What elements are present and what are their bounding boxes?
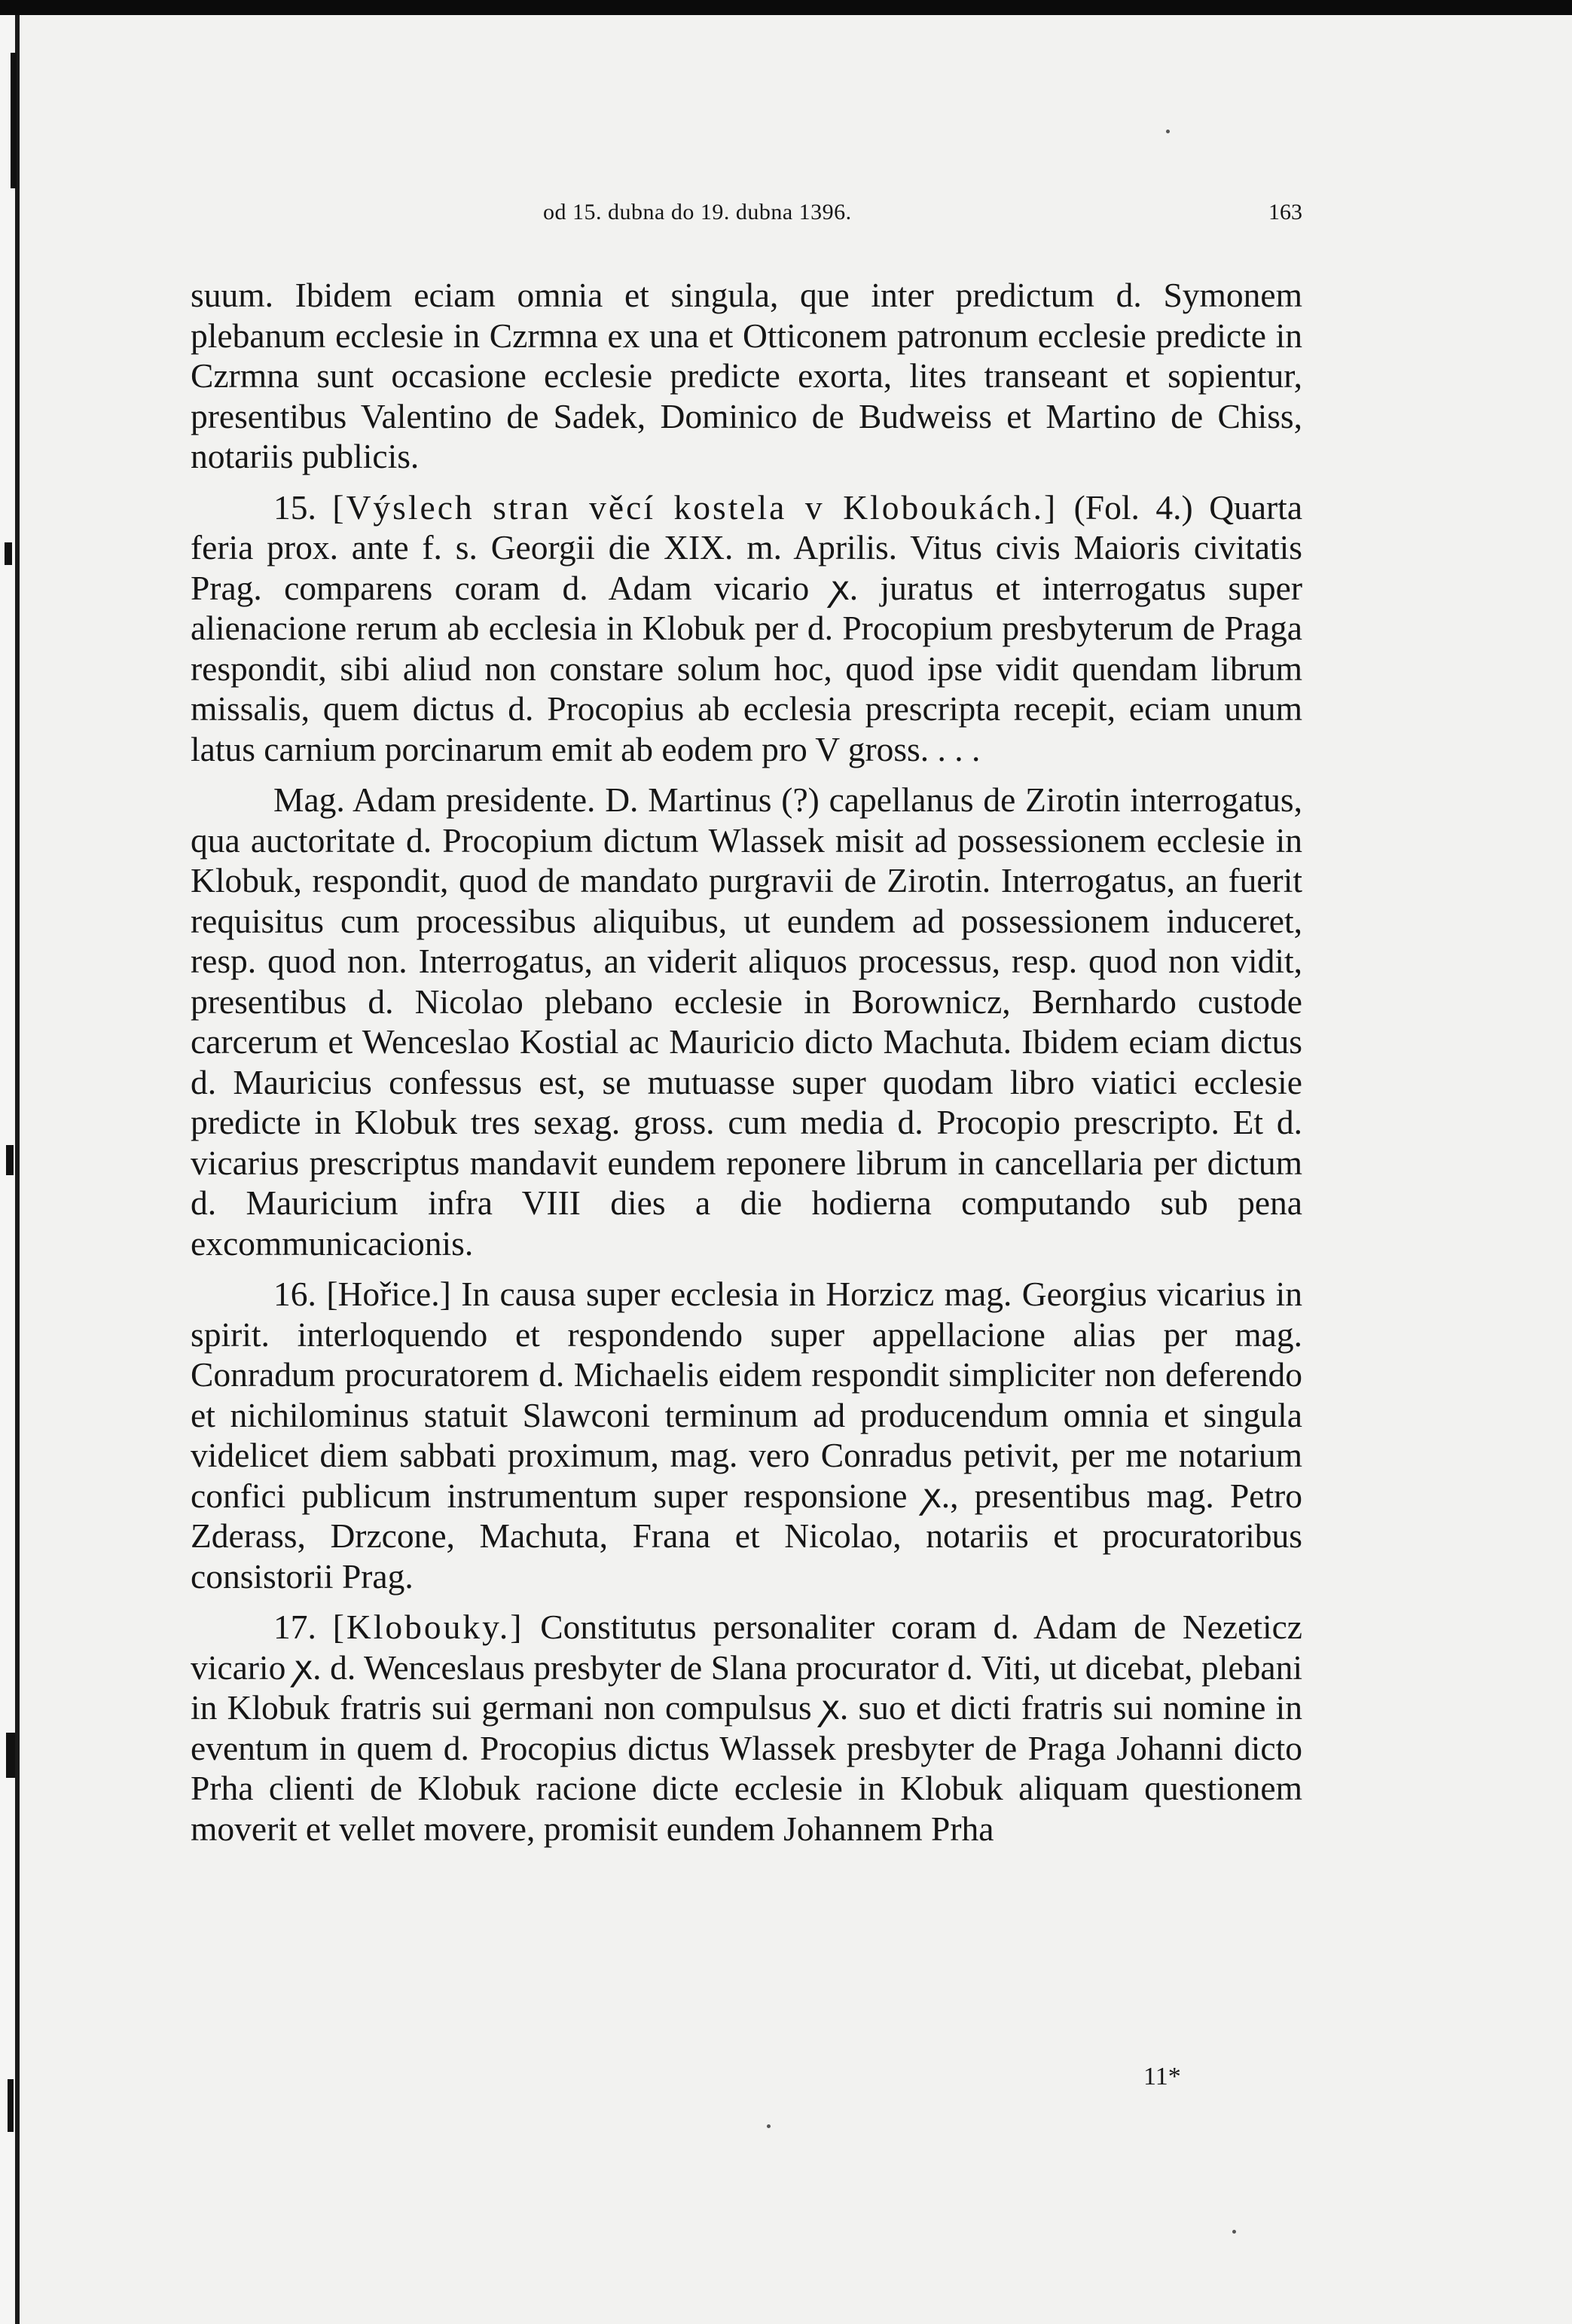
page-number: 163 (1268, 200, 1302, 224)
paragraph-text: Mag. Adam presidente. D. Martinus (?) capellanus de Zirotin interrogatus, qua auctoritate d. Procopium dictum Wlassek misit ad possessionem ecclesie in Klobuk, respondit, quod de mandato purgravii de Zirotin. Interrogatus, an fuerit requisitus cum processibus aliquibus, ut eundem ad possessionem induceret, resp. quod non. Interrogatus, an viderit aliquos processus, resp. quod non vidit, presentibus d. Nicolao plebano ecclesie in Borownicz, Bernhardo custode carcerum et Wenceslao Kostial ac Mauricio dicto Machuta. Ibidem eciam dictus d. Mauricius confessus est, se mutuasse super quodam libro viatici ecclesie predicte in Klobuk tres sexag. gross. cum media d. Procopio prescripto. Et d. vicarius prescriptus mandavit eundem reponere librum in cancellaria per dictum d. Mauricium infra VIII dies a die hodierna computando sub pena excommunicacionis. (191, 780, 1302, 1263)
scan-speck (1166, 130, 1170, 133)
edge-mark (8, 2079, 14, 2132)
body-text (191, 275, 1302, 1849)
signature-mark: 11* (1143, 2063, 1181, 2090)
edge-mark (6, 1145, 14, 1175)
edge-mark (5, 542, 12, 565)
entry-heading: [Hořice.] (326, 1275, 451, 1313)
edge-mark (11, 53, 17, 188)
paragraph (191, 275, 1302, 477)
entry-text: Constitutus personaliter coram d. Adam de Nezeticz vicario ꭗ. d. Wenceslaus presbyter de Slana procurator d. Viti, ut dicebat, plebani in Klobuk fratris sui germani non compulsus ꭗ. suo et dicti fratris sui nomine in eventum in quem d. Procopius dictus Wlassek presbyter de Praga Johanni dicto Prha clienti de Klobuk racione dicte ecclesie in Klobuk aliquam questionem moverit et vellet movere, promisit eundem Johannem Prha (191, 1608, 1302, 1848)
entry-15 (191, 487, 1302, 770)
entry-16 (191, 1274, 1302, 1596)
paragraph (191, 780, 1302, 1263)
running-head (191, 185, 1302, 230)
scan-speck (767, 2124, 771, 2128)
edge-mark (6, 1733, 15, 1778)
entry-heading: [Výslech stran věcí kostela v Kloboukách.] (332, 487, 1058, 527)
scan-top-border (0, 0, 1572, 15)
entry-text: (Fol. 4.) Quarta feria prox. ante f. s. Georgii die XIX. m. Aprilis. Vitus civis Maioris civitatis Prag. comparens coram d. Adam vicario ꭗ. juratus et interrogatus super alienacione rerum ab ecclesia in Klobuk per d. Procopium presbyterum de Praga respondit, sibi aliud non constare solum hoc, quod ipse vidit quendam librum missalis, quem dictus d. Procopius ab ecclesia prescripta recepit, eciam unum latus carnium porcinarum emit ab eodem pro V gross. . . . (191, 487, 1303, 768)
paragraph-text: suum. Ibidem eciam omnia et singula, que inter predictum d. Symonem plebanum ecclesie in Czrmna ex una et Otticonem patronum ecclesie predicte in Czrmna sunt occasione ecclesie predicte exorta, lites transeant et sopientur, presentibus Valentino de Sadek, Dominico de Budweiss et Martino de Chiss, notariis publicis. (191, 276, 1302, 475)
book-page (191, 185, 1302, 1859)
entry-17 (191, 1607, 1302, 1849)
running-head-title: od 15. dubna do 19. dubna 1396. (543, 200, 852, 224)
entry-number: 17. (273, 1608, 316, 1646)
scan-left-border (0, 15, 20, 2324)
entry-heading: [Klobouky.] (332, 1608, 524, 1646)
scan-speck (1232, 2230, 1236, 2234)
entry-number: 15. (273, 487, 316, 527)
entry-text: In causa super ecclesia in Horzicz mag. Georgius vicarius in spirit. interloquendo et respondendo super appellacione alias per mag. Conradum procuratorem d. Michaelis eidem respondit simpliciter non deferendo et nichilominus statuit Slawconi terminum ad producendum omnia et singula videlicet diem sabbati proximum, mag. vero Conradus petivit, per me notarium confici publicum instrumentum super responsione ꭗ., presentibus mag. Petro Zderass, Drzcone, Machuta, Frana et Nicolao, notariis et procuratoribus consistorii Prag. (191, 1275, 1303, 1596)
entry-number: 16. (273, 1275, 316, 1313)
